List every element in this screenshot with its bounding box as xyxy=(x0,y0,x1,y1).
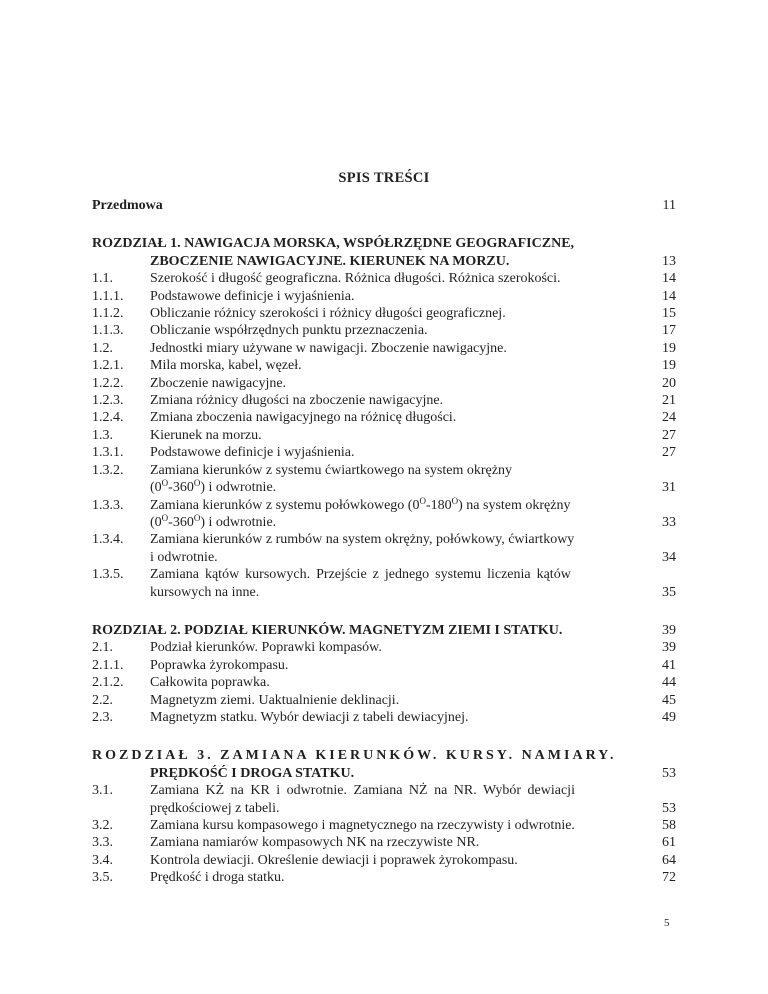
chapter-title-line: ZBOCZENIE NAWIGACYJNE. KIERUNEK NA MORZU. xyxy=(150,253,510,269)
toc-page-number: 39 xyxy=(662,622,676,638)
toc-entry-title xyxy=(150,462,676,497)
toc-entry[interactable] xyxy=(92,357,676,374)
toc-entry-title: Podstawowe definicje i wyjaśnienia. xyxy=(150,288,355,304)
chapter-title-line: ROZDZIAŁ 3. ZAMIANA KIERUNKÓW. KURSY. NAMIARY. xyxy=(92,748,617,764)
toc-entry[interactable] xyxy=(92,709,676,726)
toc-page-number: 41 xyxy=(662,657,676,673)
toc-page-number: 58 xyxy=(662,818,676,833)
toc-entry-number: 1.3. xyxy=(92,427,113,443)
toc-chapter-2[interactable] xyxy=(92,622,676,639)
toc-entry[interactable] xyxy=(92,270,676,287)
toc-entry-number: 3.2. xyxy=(92,818,113,833)
toc-page-number: 15 xyxy=(662,306,676,322)
toc-page-number: 24 xyxy=(662,410,676,426)
toc-page-number: 39 xyxy=(662,640,676,656)
toc-entry-title: Obliczanie współrzędnych punktu przeznaczenia. xyxy=(150,323,428,339)
toc-page-number: 72 xyxy=(662,870,676,886)
toc-page-number: 35 xyxy=(662,584,676,600)
toc-entry-title: Zmiana zboczenia nawigacyjnego na różnicę długości. xyxy=(150,410,457,426)
toc-entry-number: 2.2. xyxy=(92,692,113,708)
toc-page-number: 21 xyxy=(662,393,676,409)
toc-entry[interactable] xyxy=(92,566,676,601)
toc-page-number: 34 xyxy=(662,549,676,565)
toc-entry-title xyxy=(150,566,676,601)
entry-line: i odwrotnie. xyxy=(150,549,218,565)
toc-entry[interactable] xyxy=(92,834,676,851)
toc-page-number: 61 xyxy=(662,835,676,851)
toc-entry-number: 1.1.2. xyxy=(92,306,124,322)
toc-entry[interactable] xyxy=(92,288,676,305)
chapter-title-line: ROZDZIAŁ 1. NAWIGACJA MORSKA, WSPÓŁRZĘDNE GEOGRAFICZNE, xyxy=(92,236,575,252)
toc-page-number: 27 xyxy=(662,427,676,443)
toc-entry-title: Kontrola dewiacji. Określenie dewiacji i poprawek żyrokompasu. xyxy=(150,852,518,868)
toc-page-number: 44 xyxy=(662,675,676,691)
toc-entry-title: Podstawowe definicje i wyjaśnienia. xyxy=(150,445,355,461)
toc-entry-title: Zamiana kursu kompasowego i magnetycznego na rzeczywisty i odwrotnie. xyxy=(150,818,575,833)
toc-entry-number: 1.2.4. xyxy=(92,410,124,426)
entry-line: $(0^O-360^O)$ i odwrotnie. xyxy=(150,478,277,496)
page-folio: 5 xyxy=(664,917,670,929)
toc-entry-number: 2.1.2. xyxy=(92,675,124,691)
toc-page-number: 11 xyxy=(662,198,676,213)
toc-entry-title: Jednostki miary używane w nawigacji. Zboczenie nawigacyjne. xyxy=(150,340,507,356)
toc-page-number: 14 xyxy=(662,288,676,304)
toc-page-number: 31 xyxy=(662,480,676,496)
toc-entry-number: 1.2.3. xyxy=(92,393,124,409)
chapter-title-line: PRĘDKOŚĆ I DROGA STATKU. xyxy=(150,765,355,781)
toc-entry-number: 3.1. xyxy=(92,783,113,799)
table-of-contents xyxy=(92,197,676,887)
toc-entry[interactable] xyxy=(92,657,676,674)
toc-entry[interactable] xyxy=(92,444,676,461)
toc-entry-number: 1.1.1. xyxy=(92,288,124,304)
toc-entry-number: 2.3. xyxy=(92,709,113,725)
toc-entry-number: 1.2. xyxy=(92,340,113,356)
toc-entry[interactable] xyxy=(92,639,676,656)
entry-line: Zamiana KŻ na KR i odwrotnie. Zamiana NŻ na NR. Wybór dewiacji xyxy=(150,783,575,799)
toc-entry-number: 1.3.1. xyxy=(92,445,124,461)
toc-page-number: 17 xyxy=(662,323,676,339)
toc-entry-number: 3.5. xyxy=(92,870,113,886)
toc-entry[interactable] xyxy=(92,817,676,834)
toc-chapter-1[interactable] xyxy=(92,235,676,270)
toc-entry-number: 3.4. xyxy=(92,852,113,868)
toc-entry-number: 1.3.2. xyxy=(92,462,124,478)
toc-entry-number: 1.2.1. xyxy=(92,358,124,374)
toc-entry[interactable] xyxy=(92,497,676,532)
toc-entry-number: 1.3.3. xyxy=(92,497,124,513)
toc-entry[interactable] xyxy=(92,322,676,339)
toc-page-number: 64 xyxy=(662,852,676,868)
toc-entry-number: 1.2.2. xyxy=(92,375,124,391)
toc-entry-title: Zmiana różnicy długości na zboczenie nawigacyjne. xyxy=(150,393,444,409)
toc-entry-title: Obliczanie różnicy szerokości i różnicy długości geograficznej. xyxy=(150,306,506,322)
toc-entry-number: 3.3. xyxy=(92,835,113,851)
toc-page-number: 53 xyxy=(662,765,676,781)
entry-line: prędkościowej z tabeli. xyxy=(150,800,280,816)
toc-chapter-title: ROZDZIAŁ 2. PODZIAŁ KIERUNKÓW. MAGNETYZM ZIEMI I STATKU. xyxy=(92,622,563,638)
toc-entry-number: 2.1.1. xyxy=(92,657,124,673)
toc-entry-title: Podział kierunków. Poprawki kompasów. xyxy=(150,640,382,656)
toc-page-number: 19 xyxy=(662,358,676,374)
toc-page-number: 27 xyxy=(662,445,676,461)
toc-entry-number: 1.1. xyxy=(92,271,113,287)
toc-entry-title: Zamiana namiarów kompasowych NK na rzeczywiste NR. xyxy=(150,835,480,851)
entry-line: Zamiana kierunków z systemu ćwiartkowego na system okrężny xyxy=(150,462,512,478)
toc-entry-title: Całkowita poprawka. xyxy=(150,675,270,691)
toc-entry[interactable] xyxy=(92,409,676,426)
entry-line: Zamiana kierunków z systemu połówkowego $(0^O-180^O)$ na system okrężny xyxy=(150,495,571,513)
toc-entry-title: Szerokość i długość geograficzna. Różnica długości. Różnica szerokości. xyxy=(150,271,561,287)
page-title: SPIS TREŚCI xyxy=(338,170,430,186)
toc-page-number: 14 xyxy=(662,271,676,287)
toc-entry[interactable] xyxy=(92,340,676,357)
toc-entry-title xyxy=(150,497,676,532)
toc-chapter-3[interactable] xyxy=(92,747,676,782)
toc-entry[interactable] xyxy=(92,305,676,322)
toc-entry[interactable] xyxy=(92,427,676,444)
toc-entry-number: 1.3.4. xyxy=(92,532,124,548)
toc-entry[interactable] xyxy=(92,869,676,886)
entry-line: Zamiana kierunków z rumbów na system okrężny, połówkowy, ćwiartkowy xyxy=(150,532,575,548)
toc-chapter-title xyxy=(92,747,676,782)
toc-page-number: 49 xyxy=(662,709,676,725)
toc-entry-number: 1.3.5. xyxy=(92,567,124,583)
entry-line: kursowych na inne. xyxy=(150,584,260,600)
toc-page-number: 33 xyxy=(662,514,676,530)
toc-entry-title: Poprawka żyrokompasu. xyxy=(150,657,289,673)
toc-entry[interactable] xyxy=(92,852,676,869)
toc-page-number: 53 xyxy=(662,800,676,816)
toc-entry-title: Zboczenie nawigacyjne. xyxy=(150,375,287,391)
toc-entry[interactable] xyxy=(92,782,676,817)
toc-entry[interactable] xyxy=(92,531,676,566)
toc-chapter-title xyxy=(92,235,676,270)
toc-page-number: 13 xyxy=(662,253,676,269)
toc-page-number: 45 xyxy=(662,692,676,708)
toc-entry-title: Mila morska, kabel, węzeł. xyxy=(150,358,302,374)
toc-entry[interactable] xyxy=(92,375,676,392)
toc-preface-title: Przedmowa xyxy=(92,198,163,213)
toc-entry-title: Magnetyzm statku. Wybór dewiacji z tabeli dewiacyjnej. xyxy=(150,709,469,725)
toc-entry-title: Magnetyzm ziemi. Uaktualnienie deklinacji. xyxy=(150,692,400,708)
toc-entry-number: 1.1.3. xyxy=(92,323,124,339)
toc-entry[interactable] xyxy=(92,462,676,497)
toc-entry-title: Prędkość i droga statku. xyxy=(150,870,285,886)
entry-line: $(0^O-360^O)$ i odwrotnie. xyxy=(150,512,277,530)
toc-entry[interactable] xyxy=(92,392,676,409)
toc-entry[interactable] xyxy=(92,692,676,709)
toc-preface[interactable] xyxy=(92,197,676,214)
toc-entry-title xyxy=(150,531,676,566)
toc-page-number: 19 xyxy=(662,340,676,356)
toc-page-number: 20 xyxy=(662,375,676,391)
toc-entry-number: 2.1. xyxy=(92,640,113,656)
entry-line: Zamiana kątów kursowych. Przejście z jednego systemu liczenia kątów xyxy=(150,567,571,583)
toc-entry[interactable] xyxy=(92,674,676,691)
toc-entry-title xyxy=(150,782,676,817)
toc-entry-title: Kierunek na morzu. xyxy=(150,427,262,443)
